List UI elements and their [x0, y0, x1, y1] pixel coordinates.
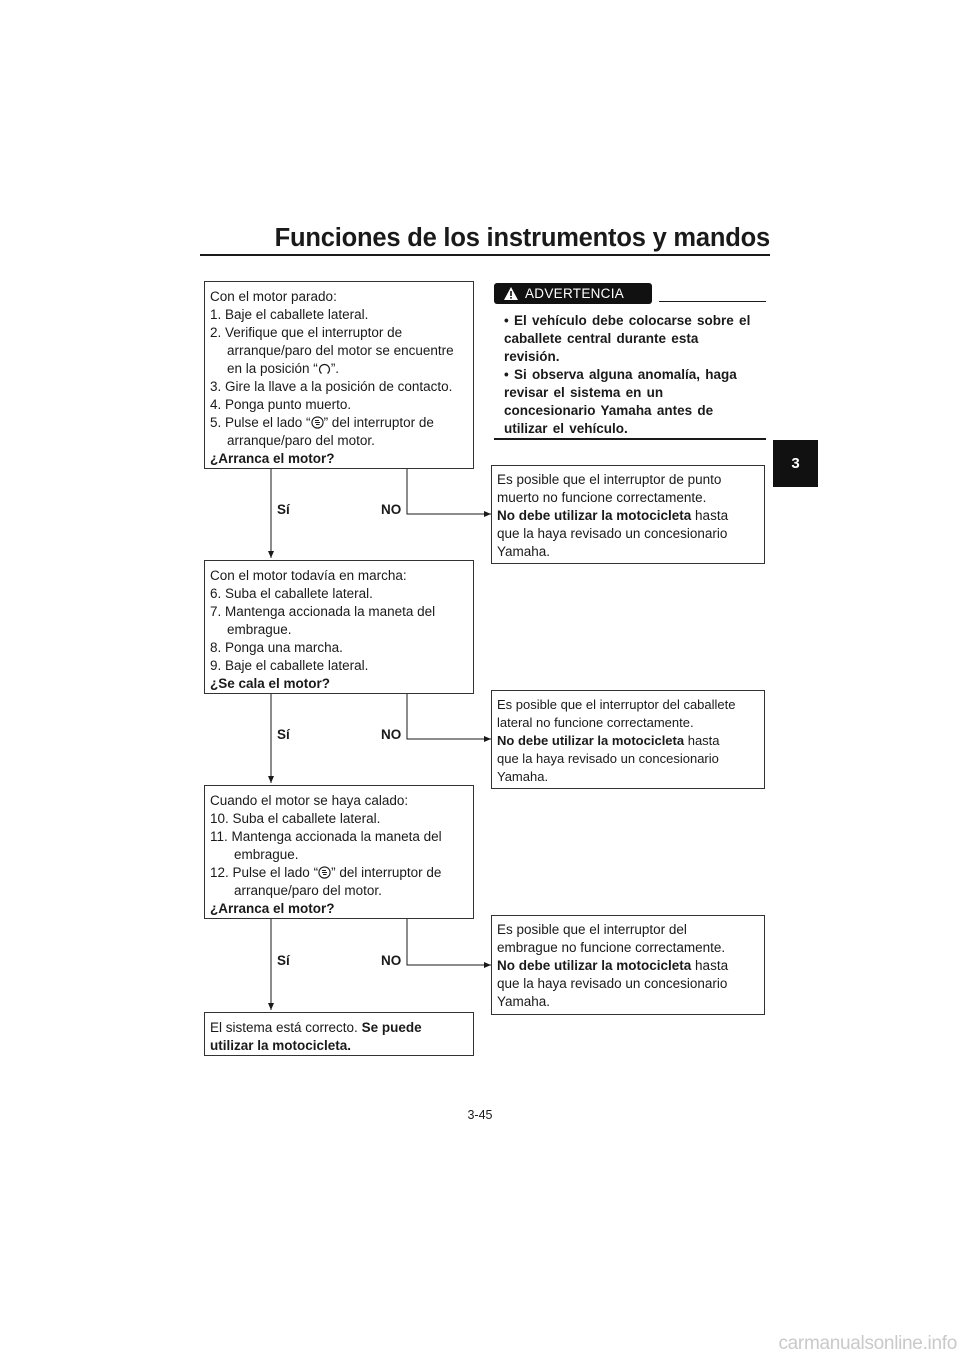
text: revisión. — [504, 349, 560, 364]
warning-tag — [494, 283, 652, 304]
page-number: 3-45 — [467, 1108, 493, 1122]
step-line: arranque/paro del motor. — [227, 433, 375, 448]
text: ” del interruptor de — [323, 415, 434, 430]
text: Yamaha. — [497, 994, 551, 1009]
step-box-2 — [204, 560, 474, 694]
step-box-final — [204, 1012, 474, 1056]
text: que la haya revisado un concesionario — [497, 976, 728, 991]
text: hasta — [684, 733, 720, 748]
step-line-12 — [210, 864, 468, 882]
result-warning-line — [497, 507, 759, 525]
step-line: 9. Baje el caballete lateral. — [210, 658, 369, 673]
text: ”. — [330, 361, 340, 376]
step-line: arranque/paro del motor se encuentre — [227, 343, 454, 358]
text: • Si observa alguna anomalía, haga — [504, 367, 737, 382]
start-switch-icon — [311, 416, 324, 429]
step-line: 4. Ponga punto muerto. — [210, 397, 352, 412]
step-box-1 — [204, 281, 474, 469]
warning-bottom-rule — [494, 438, 766, 440]
text: lateral no funcione correctamente. — [497, 715, 694, 730]
warning-list — [494, 312, 766, 438]
step-line: 10. Suba el caballete lateral. — [210, 811, 381, 826]
text: 12. Pulse el lado “ — [210, 865, 319, 880]
result-box-3 — [491, 915, 765, 1015]
text: El sistema está correcto. — [210, 1020, 362, 1035]
text: embrague no funcione correctamente. — [497, 940, 726, 955]
text: utilizar el vehículo. — [504, 421, 628, 436]
question: ¿Se cala el motor? — [210, 676, 331, 691]
no-label-3: NO — [381, 953, 402, 968]
text: No debe utilizar la motocicleta — [497, 733, 685, 748]
no-arrow-2 — [407, 694, 491, 739]
question: ¿Arranca el motor? — [210, 451, 335, 466]
step-line-position — [210, 360, 468, 378]
text: No debe utilizar la motocicleta — [497, 958, 692, 973]
step-line: embrague. — [227, 622, 292, 637]
step-line-5 — [210, 414, 468, 432]
text: Es posible que el interruptor del — [497, 922, 687, 937]
result-warning-line — [497, 732, 759, 750]
step-box-3 — [204, 785, 474, 919]
warning-top-rule — [659, 301, 766, 302]
text: No debe utilizar la motocicleta — [497, 508, 692, 523]
result-box-1 — [491, 465, 765, 564]
step-line: 11. Mantenga accionada la maneta del — [210, 829, 442, 844]
step-line: 8. Ponga una marcha. — [210, 640, 343, 655]
text: revisar el sistema en un — [504, 385, 664, 400]
yes-label-3: Sí — [277, 953, 290, 968]
final-line-1 — [210, 1019, 468, 1037]
text: en la posición “ — [227, 361, 318, 376]
text: Es posible que el interruptor de punto — [497, 472, 722, 487]
step-line: 7. Mantenga accionada la maneta del — [210, 604, 436, 619]
step-line: embrague. — [234, 847, 299, 862]
title-rule — [200, 254, 770, 256]
warning-item-1 — [494, 312, 766, 366]
warning-triangle-icon — [503, 286, 519, 301]
no-arrow-3 — [407, 919, 491, 965]
yes-label-2: Sí — [277, 727, 290, 742]
text: 5. Pulse el lado “ — [210, 415, 311, 430]
step-line: 6. Suba el caballete lateral. — [210, 586, 373, 601]
text: que la haya revisado un concesionario — [497, 751, 719, 766]
step-line: Con el motor todavía en marcha: — [210, 568, 407, 583]
final-line-2: utilizar la motocicleta. — [210, 1038, 352, 1053]
text: Se puede — [361, 1020, 422, 1035]
step-line: 2. Verifique que el interruptor de — [210, 325, 403, 340]
result-box-2 — [491, 690, 765, 789]
step-line: arranque/paro del motor. — [234, 883, 382, 898]
text: hasta — [691, 958, 729, 973]
text: que la haya revisado un concesionario — [497, 526, 728, 541]
engine-stop-switch-off-icon — [318, 362, 331, 375]
yes-label-1: Sí — [277, 502, 290, 517]
text: hasta — [691, 508, 729, 523]
text: caballete central durante esta — [504, 331, 699, 346]
page-title: Funciones de los instrumentos y mandos — [274, 224, 770, 252]
start-switch-icon — [318, 866, 331, 879]
text: Yamaha. — [497, 769, 549, 784]
no-label-2: NO — [381, 727, 402, 742]
step-line: Con el motor parado: — [210, 289, 337, 304]
no-arrow-1 — [407, 469, 491, 514]
text: ” del interruptor de — [331, 865, 442, 880]
text: muerto no funcione correctamente. — [497, 490, 707, 505]
chapter-tab: 3 — [773, 440, 818, 487]
warning-item-2 — [494, 366, 766, 438]
step-line: Cuando el motor se haya calado: — [210, 793, 409, 808]
step-line: 1. Baje el caballete lateral. — [210, 307, 369, 322]
no-label-1: NO — [381, 502, 402, 517]
text: Es posible que el interruptor del caballete — [497, 697, 736, 712]
question: ¿Arranca el motor? — [210, 901, 335, 916]
warning-tag-label: ADVERTENCIA — [525, 286, 625, 301]
text: • El vehículo debe colocarse sobre el — [504, 313, 751, 328]
text: concesionario Yamaha antes de — [504, 403, 714, 418]
text: Yamaha. — [497, 544, 551, 559]
result-warning-line — [497, 957, 759, 975]
step-line: 3. Gire la llave a la posición de contacto. — [210, 379, 453, 394]
watermark: carmanualsonline.info — [778, 1333, 957, 1354]
